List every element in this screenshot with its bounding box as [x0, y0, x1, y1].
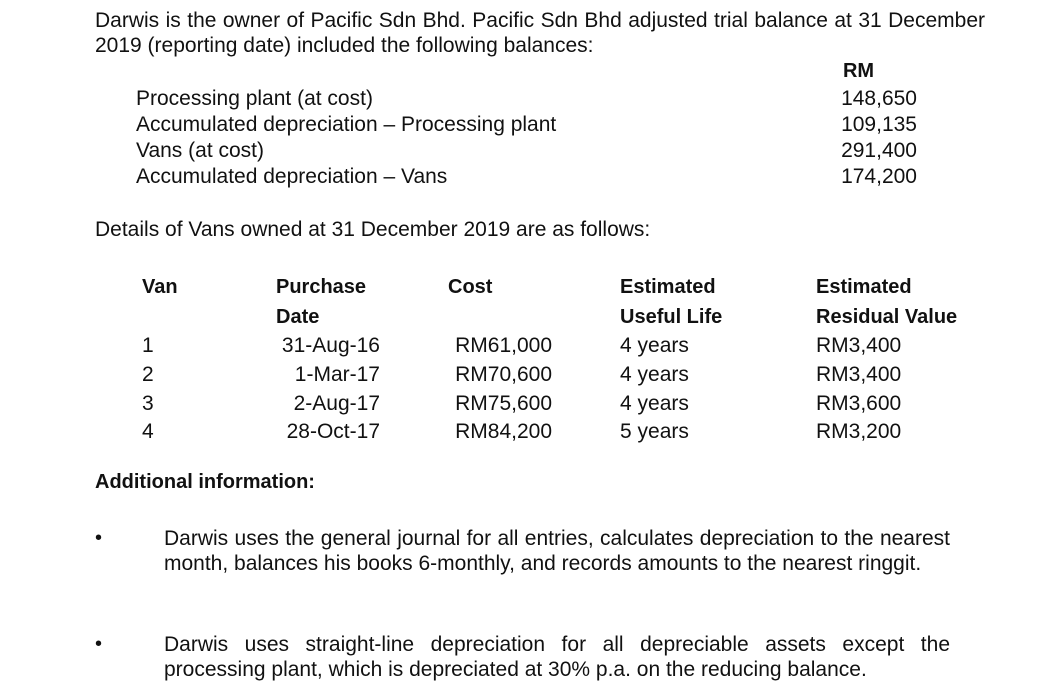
cell-van: 3 [142, 392, 154, 415]
details-intro: Details of Vans owned at 31 December 2019 are as follows: [95, 218, 651, 241]
bullet-icon: • [95, 633, 103, 655]
cell-date: 2-Aug-17 [293, 392, 380, 415]
cell-life: 4 years [620, 334, 689, 357]
balance-value: 291,400 [841, 139, 917, 162]
cell-residual: RM3,400 [816, 363, 902, 386]
cell-residual: RM3,400 [816, 334, 902, 357]
cell-cost: RM84,200 [455, 420, 552, 443]
balance-label: Vans (at cost) [136, 139, 264, 162]
cell-cost: RM61,000 [455, 334, 552, 357]
header-useful-life: Useful Life [620, 306, 723, 328]
balance-value: 174,200 [841, 165, 917, 188]
header-estimated: Estimated [816, 276, 912, 298]
cell-van: 4 [142, 420, 154, 443]
cell-residual: RM3,200 [816, 420, 902, 443]
cell-date: 31-Aug-16 [281, 334, 380, 357]
header-cost: Cost [448, 276, 493, 298]
balance-value: 109,135 [841, 113, 917, 136]
cell-van: 2 [142, 363, 154, 386]
balance-value: 148,650 [841, 87, 917, 110]
cell-date: 28-Oct-17 [286, 420, 380, 443]
bullet-icon: • [95, 527, 103, 549]
cell-life: 4 years [620, 392, 689, 415]
cell-van: 1 [142, 334, 154, 357]
cell-cost: RM70,600 [455, 363, 552, 386]
cell-cost: RM75,600 [455, 392, 552, 415]
currency-header: RM [842, 60, 875, 82]
header-purchase: Purchase [276, 276, 367, 298]
balance-label: Processing plant (at cost) [136, 87, 373, 110]
cell-life: 4 years [620, 363, 689, 386]
balance-label: Accumulated depreciation – Vans [136, 165, 448, 188]
cell-life: 5 years [620, 420, 689, 443]
additional-item: Darwis uses straight-line depreciation for all depreciable assets except the processing plant, which is depreciated at 30% p.a. on the reducing balance. [164, 633, 950, 681]
balance-label: Accumulated depreciation – Processing plant [136, 113, 557, 136]
cell-date: 1-Mar-17 [294, 363, 380, 386]
intro-paragraph: Darwis is the owner of Pacific Sdn Bhd. Pacific Sdn Bhd adjusted trial balance at 31 December 2019 (reporting date) included the following balances: [95, 9, 985, 57]
cell-residual: RM3,600 [816, 392, 902, 415]
header-residual-value: Residual Value [816, 306, 958, 328]
additional-heading: Additional information: [95, 471, 315, 493]
header-estimated: Estimated [620, 276, 716, 298]
additional-item: Darwis uses the general journal for all entries, calculates depreciation to the nearest month, balances his books 6-monthly, and records amounts to the nearest ringgit. [164, 527, 950, 575]
header-van: Van [142, 276, 178, 298]
header-date: Date [276, 306, 320, 328]
